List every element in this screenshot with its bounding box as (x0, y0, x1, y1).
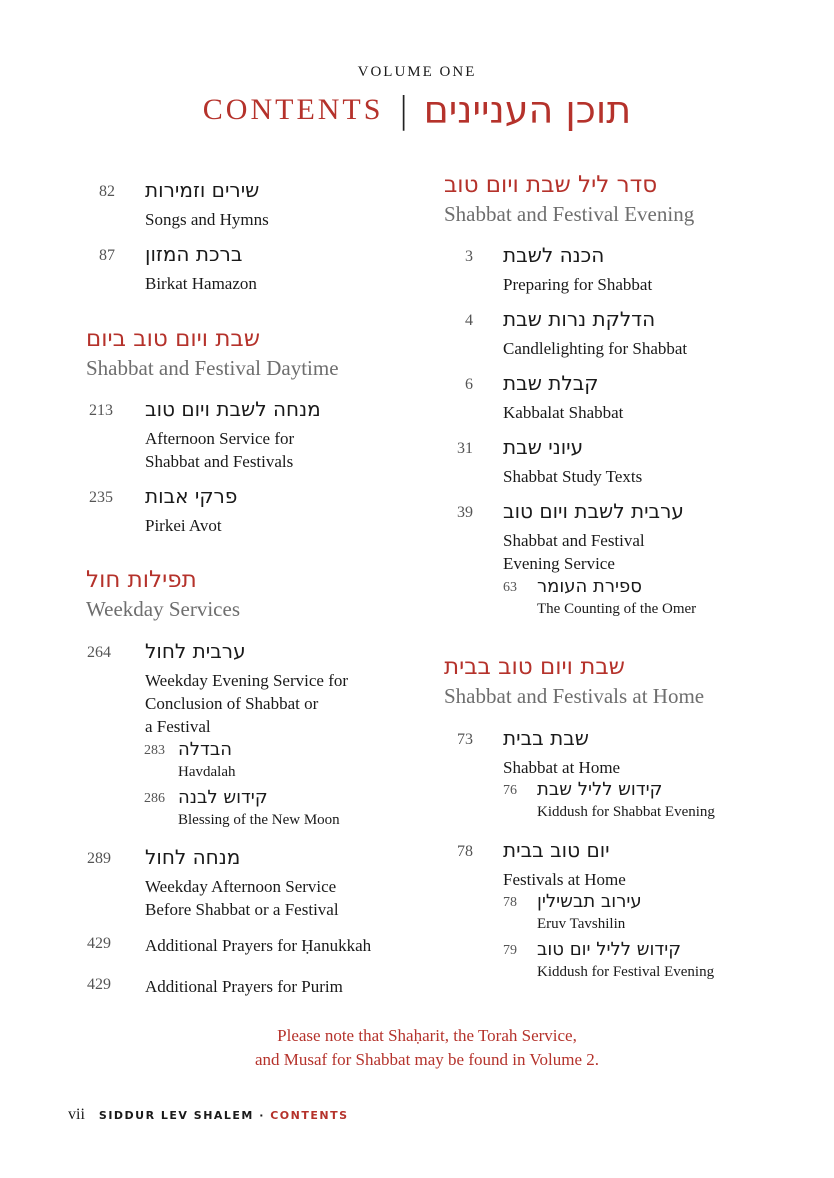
entry-english-line2: Conclusion of Shabbat or (145, 694, 319, 713)
entry-english: Kiddush for Shabbat Evening (537, 804, 715, 820)
entry-english-line1: Weekday Evening Service for (145, 671, 349, 690)
entry-english: Eruv Tavshilin (537, 916, 626, 932)
section-heading-hebrew: תפילות חול (86, 567, 197, 593)
entry-hebrew: שירים וזמירות (145, 178, 260, 202)
page-number: 264 (87, 644, 111, 661)
entry-english-line1: Weekday Afternoon Service (145, 877, 337, 896)
section-heading-english: Shabbat and Festivals at Home (444, 684, 705, 708)
entry-hebrew: ערבית לשבת ויום טוב (503, 499, 684, 523)
page-number: 283 (144, 743, 165, 758)
note-line1: Please note that Shaḥarit, the Torah Service, (277, 1026, 577, 1045)
title-separator: | (397, 89, 410, 131)
section-heading-english: Shabbat and Festival Daytime (86, 356, 339, 380)
page-number: 76 (503, 783, 517, 798)
entry-hebrew: ברכת המזון (145, 242, 243, 266)
entry-english: The Counting of the Omer (537, 601, 697, 617)
footer-book-title: SIDDUR LEV SHALEM (98, 1109, 254, 1122)
entry-english-line2: Shabbat and Festivals (145, 452, 294, 471)
entry-english: Pirkei Avot (145, 516, 222, 535)
section-heading-english: Shabbat and Festival Evening (444, 202, 695, 226)
page-number: 39 (457, 504, 473, 521)
page-number: 289 (87, 850, 111, 867)
entry-hebrew: מנחה לשבת ויום טוב (145, 397, 321, 421)
page-number: 235 (89, 489, 113, 506)
entry-english-line1: Afternoon Service for (145, 429, 295, 448)
entry-english: Blessing of the New Moon (178, 812, 340, 828)
volume-note (0, 1024, 834, 1072)
page-number: 4 (465, 312, 473, 329)
entry-english-line1: Shabbat and Festival (503, 531, 645, 550)
entry-hebrew: קבלת שבת (503, 371, 599, 395)
entry-english: Shabbat Study Texts (503, 467, 643, 486)
page-number: 73 (457, 731, 473, 748)
entry-hebrew: שבת בבית (503, 726, 589, 750)
footer-page-number: vii (68, 1106, 85, 1123)
entry-hebrew: קידוש לליל יום טוב (537, 939, 682, 960)
entry-english: Candlelighting for Shabbat (503, 339, 688, 358)
entry-english: Additional Prayers for Purim (145, 977, 343, 996)
entry-english: Festivals at Home (503, 870, 626, 889)
entry-english-line3: a Festival (145, 717, 211, 736)
entry-hebrew: הכנה לשבת (503, 243, 605, 267)
entry-hebrew: עירוב תבשילין (537, 891, 642, 912)
title-hebrew: תוכן העניינים (423, 88, 632, 132)
entry-english: Kabbalat Shabbat (503, 403, 624, 422)
page-number: 3 (465, 248, 473, 265)
section-heading-hebrew: שבת ויום טוב בבית (444, 654, 625, 680)
entry-hebrew: מנחה לחול (145, 845, 241, 869)
page-number: 6 (465, 376, 473, 393)
page-number: 31 (457, 440, 473, 457)
page-number: 82 (99, 183, 115, 200)
page-number: 78 (457, 843, 473, 860)
section-heading-english: Weekday Services (86, 597, 240, 621)
page-footer (68, 1106, 349, 1124)
page-title (0, 88, 834, 132)
entry-english-line2: Before Shabbat or a Festival (145, 900, 339, 919)
entry-english: Birkat Hamazon (145, 274, 257, 293)
page-number: 213 (89, 402, 113, 419)
page-number: 78 (503, 895, 517, 910)
page-number: 79 (503, 943, 517, 958)
entry-english: Preparing for Shabbat (503, 275, 653, 294)
entry-hebrew: הדלקת נרות שבת (503, 307, 656, 331)
entry-hebrew: קידוש לליל שבת (537, 779, 663, 800)
entry-english: Additional Prayers for Ḥanukkah (145, 936, 372, 955)
entry-hebrew: ספירת העומר (537, 576, 642, 597)
entry-english: Havdalah (178, 764, 236, 780)
title-english: CONTENTS (202, 93, 384, 126)
section-heading-hebrew: שבת ויום טוב ביום (86, 326, 261, 352)
entry-english: Kiddush for Festival Evening (537, 964, 715, 980)
entry-hebrew: ערבית לחול (145, 639, 246, 663)
entry-hebrew: פרקי אבות (145, 484, 238, 508)
footer-section: CONTENTS (270, 1109, 349, 1122)
footer-separator: · (253, 1109, 271, 1122)
entry-hebrew: עיוני שבת (503, 435, 584, 459)
page-number: 429 (87, 976, 111, 993)
page-number: 286 (144, 791, 165, 806)
entry-hebrew: יום טוב בבית (503, 838, 610, 862)
volume-label: VOLUME ONE (357, 64, 477, 80)
entry-hebrew: הבדלה (178, 739, 232, 760)
page-number: 63 (503, 580, 517, 595)
entry-english: Songs and Hymns (145, 210, 269, 229)
page-number: 429 (87, 935, 111, 952)
section-heading-hebrew: סדר ליל שבת ויום טוב (444, 172, 658, 198)
entry-english-line2: Evening Service (503, 554, 615, 573)
entry-english: Shabbat at Home (503, 758, 621, 777)
note-line2: and Musaf for Shabbat may be found in Volume 2. (254, 1050, 600, 1069)
entry-hebrew: קידוש לבנה (178, 787, 268, 808)
page-number: 87 (99, 247, 115, 264)
